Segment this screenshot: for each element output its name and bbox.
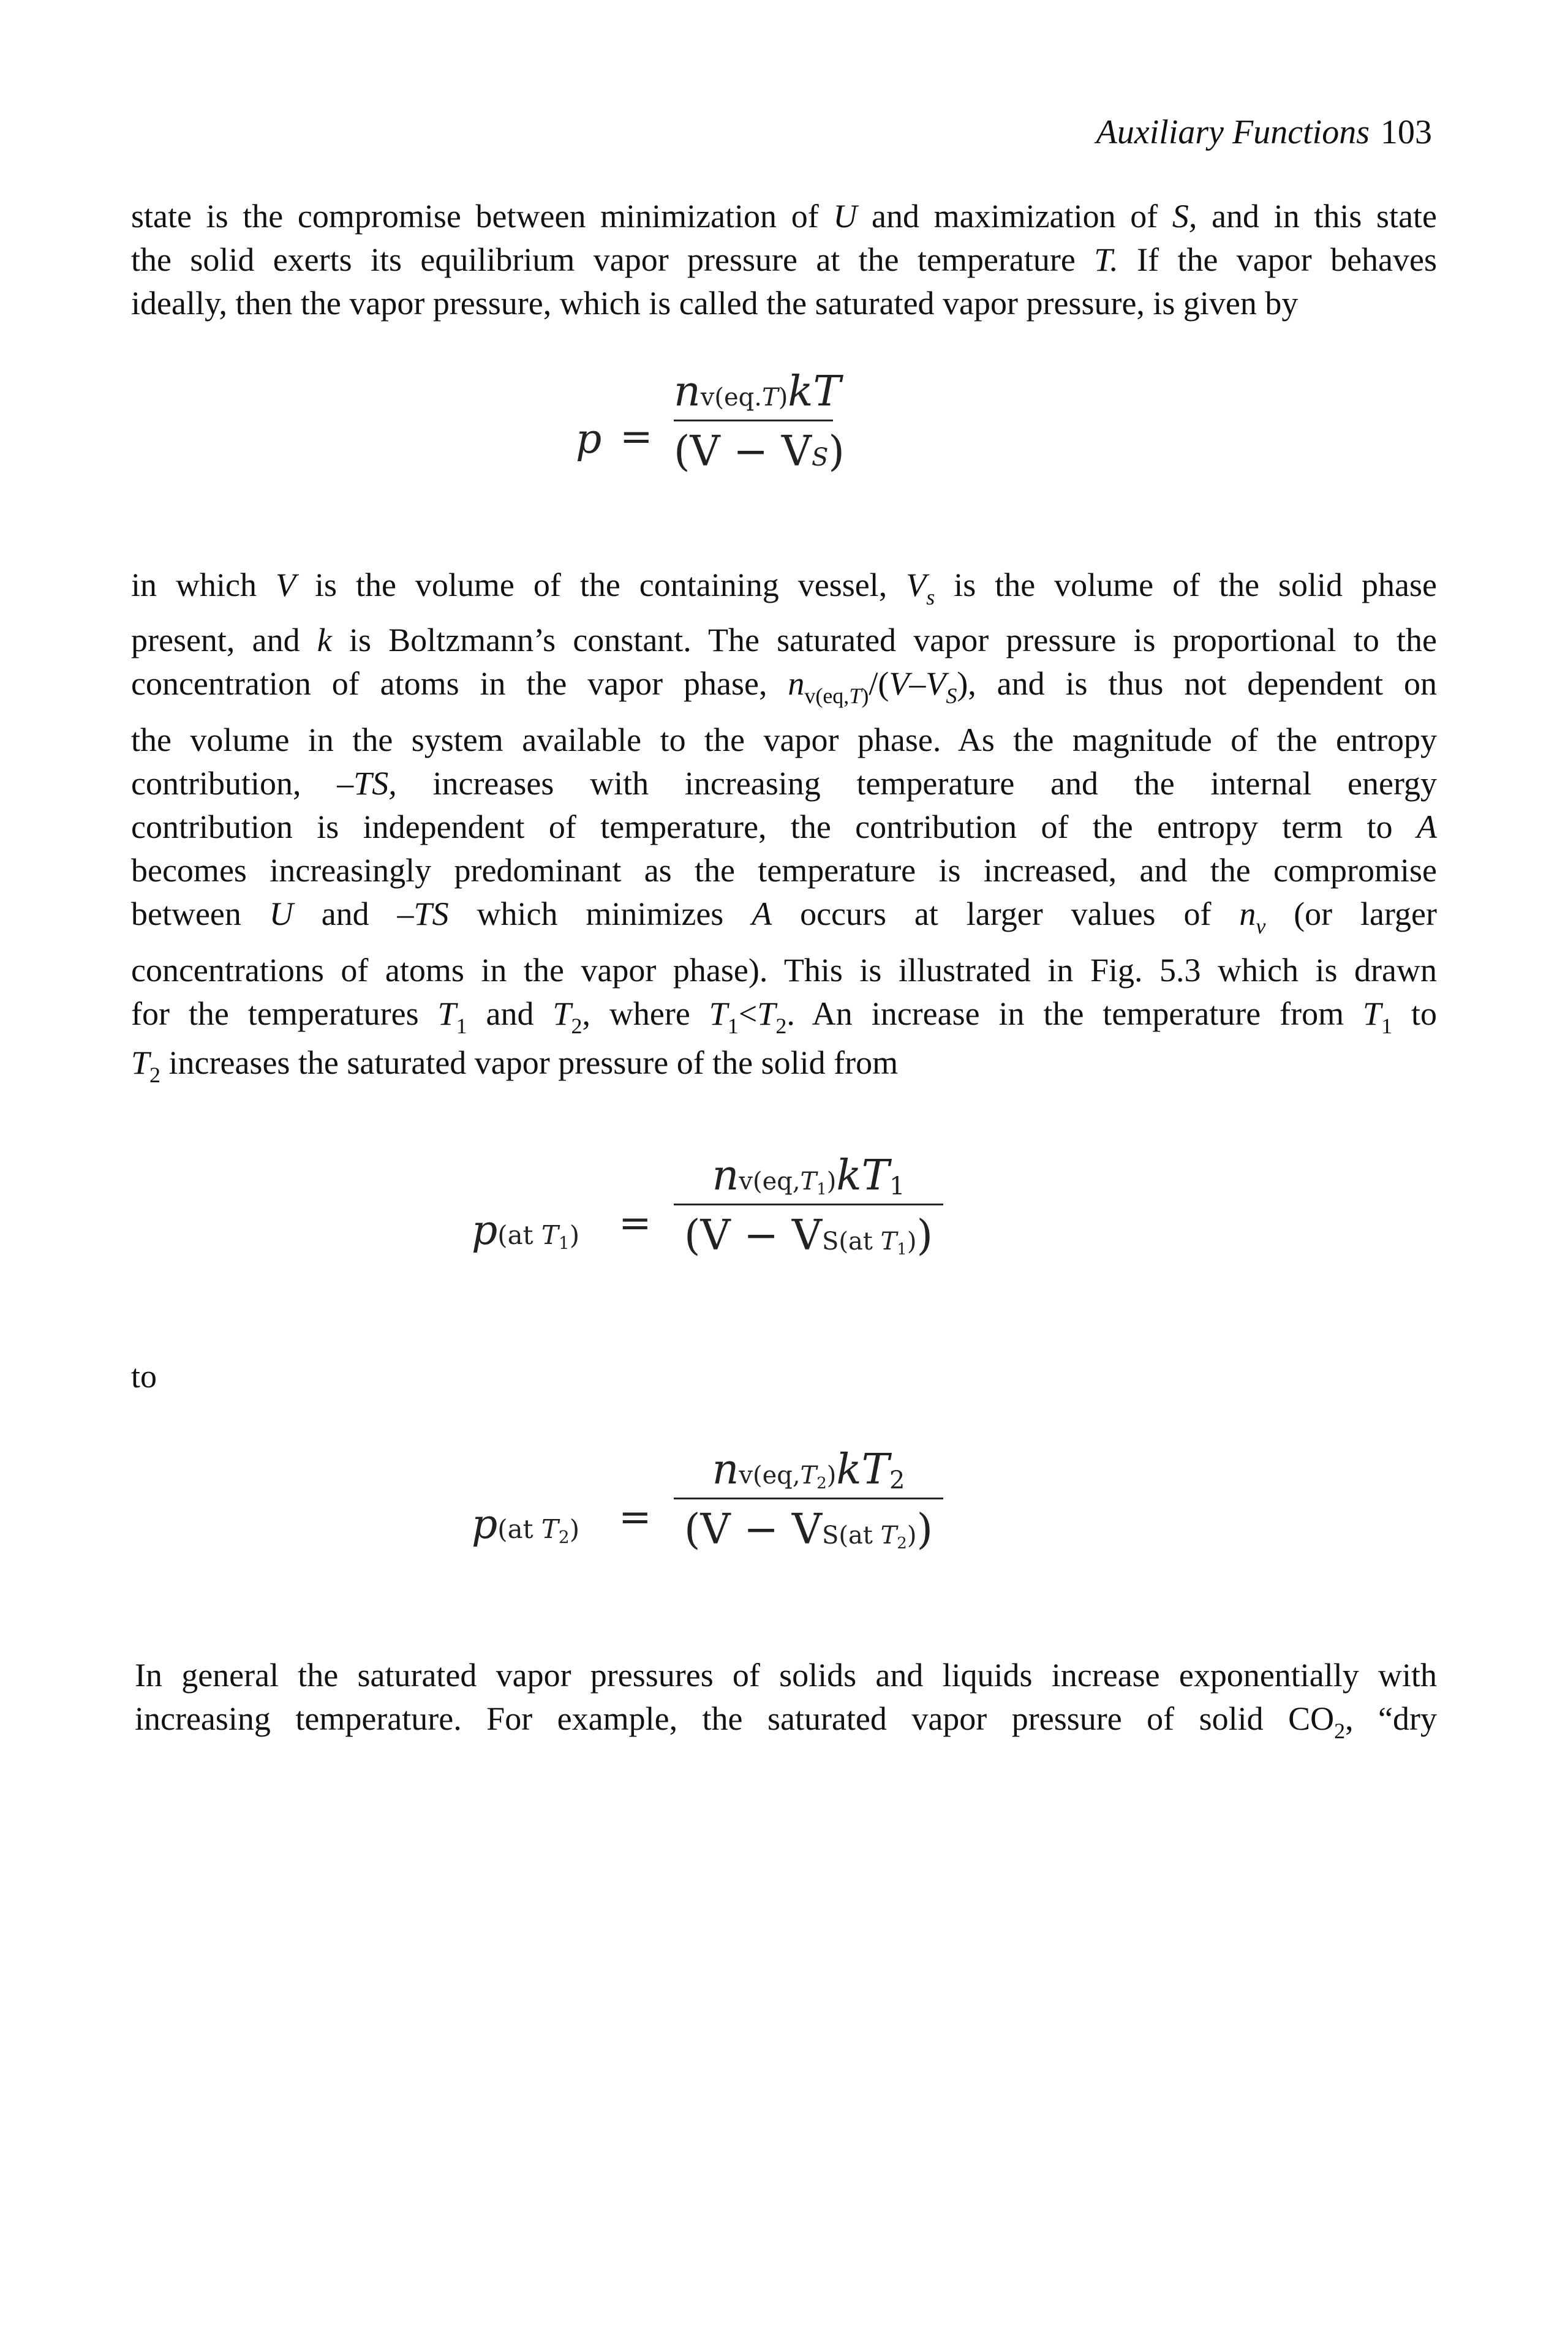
- paragraph-2-line-5: contribution, –TS, increases with increasing temperature and the internal energy: [131, 765, 1438, 802]
- equation-1-equals: =: [620, 414, 653, 459]
- equation-2-fraction: [674, 1152, 943, 1260]
- paragraph-2-line-6: contribution is independent of temperature, the contribution of the entropy term to A: [131, 809, 1437, 845]
- connector-word-to: to: [131, 1358, 157, 1395]
- equation-2-numerator: $nv(eq,T_1)kT_1$: [712, 1152, 905, 1200]
- paragraph-2-line-4: the volume in the system available to the vapor phase. As the magnitude of the entropy: [131, 722, 1437, 758]
- page-number: 103: [1381, 113, 1432, 151]
- paragraph-3-line-1: In general the saturated vapor pressures of solids and liquids increase exponentially with: [135, 1657, 1437, 1694]
- equation-1-denominator: (V − VS): [674, 428, 845, 476]
- paragraph-3-line-2: increasing temperature. For example, the saturated vapor pressure of solid $CO_2$, “dry: [135, 1700, 1438, 1743]
- paragraph-1-line-3: ideally, then the vapor pressure, which is called the saturated vapor pressure, is given by: [131, 285, 1298, 322]
- equation-2-denominator: (V − VS(at $T_1$)): [684, 1212, 933, 1260]
- paragraph-1: [131, 195, 1437, 325]
- equation-3-fraction-bar: [674, 1498, 943, 1499]
- equation-1-fraction-bar: [674, 420, 833, 421]
- paragraph-2-line-7: becomes increasingly predominant as the temperature is increased, and the compromise: [131, 852, 1437, 889]
- equation-1-fraction: [674, 368, 845, 476]
- equation-3-numerator: $nv(eq,T_2)kT_2$: [712, 1446, 905, 1494]
- equation-vapor-pressure: [576, 368, 919, 514]
- paragraph-2-line-8: between U and –TS which minimizes A occurs at larger values of $n_v$ (or larger: [131, 895, 1437, 938]
- paragraph-2-line-11: $T_2$ increases the saturated vapor pressure of the solid from: [131, 1044, 899, 1087]
- running-head: [1096, 115, 1432, 149]
- paragraph-2-line-3: concentration of atoms in the vapor phase, $n_{v(eq,T)}/(V-V_S)$, and is thus not dependent on: [131, 665, 1437, 708]
- paragraph-3: [135, 1654, 1437, 1741]
- paragraph-2-line-10: for the temperatures $T_1$ and $T_2$, where $T_1<T_2$. An increase in the temperature from $T_1$ to: [131, 995, 1437, 1038]
- equation-3-equals: =: [619, 1494, 652, 1540]
- equation-2-equals: =: [619, 1200, 652, 1246]
- paragraph-1-line-2: the solid exerts its equilibrium vapor pressure at the temperature T. If the vapor behaves: [131, 241, 1438, 278]
- paragraph-2: [131, 564, 1437, 1085]
- equation-3-fraction: [674, 1446, 943, 1554]
- equation-pressure-at-t2: [472, 1446, 1023, 1605]
- equation-3-denominator: (V − VS(at $T_2$)): [684, 1506, 933, 1554]
- equation-1-lhs: p: [576, 415, 602, 462]
- paragraph-2-line-2: present, and k is Boltzmann’s constant. The saturated vapor pressure is proportional to the: [131, 622, 1438, 658]
- equation-2-lhs: p(at $T_1$): [472, 1207, 580, 1254]
- equation-2-fraction-bar: [674, 1204, 943, 1205]
- equation-pressure-at-t1: [472, 1152, 1023, 1311]
- running-head-title: Auxiliary Functions: [1096, 113, 1370, 151]
- equation-3-lhs: p(at $T_2$): [472, 1501, 580, 1548]
- paragraph-2-line-1: in which V is the volume of the containing vessel, $V_s$ is the volume of the solid phase: [131, 567, 1437, 609]
- paragraph-2-line-9: concentrations of atoms in the vapor phase). This is illustrated in Fig. 5.3 which is drawn: [131, 952, 1437, 989]
- equation-1-numerator: nv(eq.T)kT: [674, 368, 841, 416]
- paragraph-1-line-1: state is the compromise between minimization of U and maximization of S, and in this state: [131, 198, 1438, 235]
